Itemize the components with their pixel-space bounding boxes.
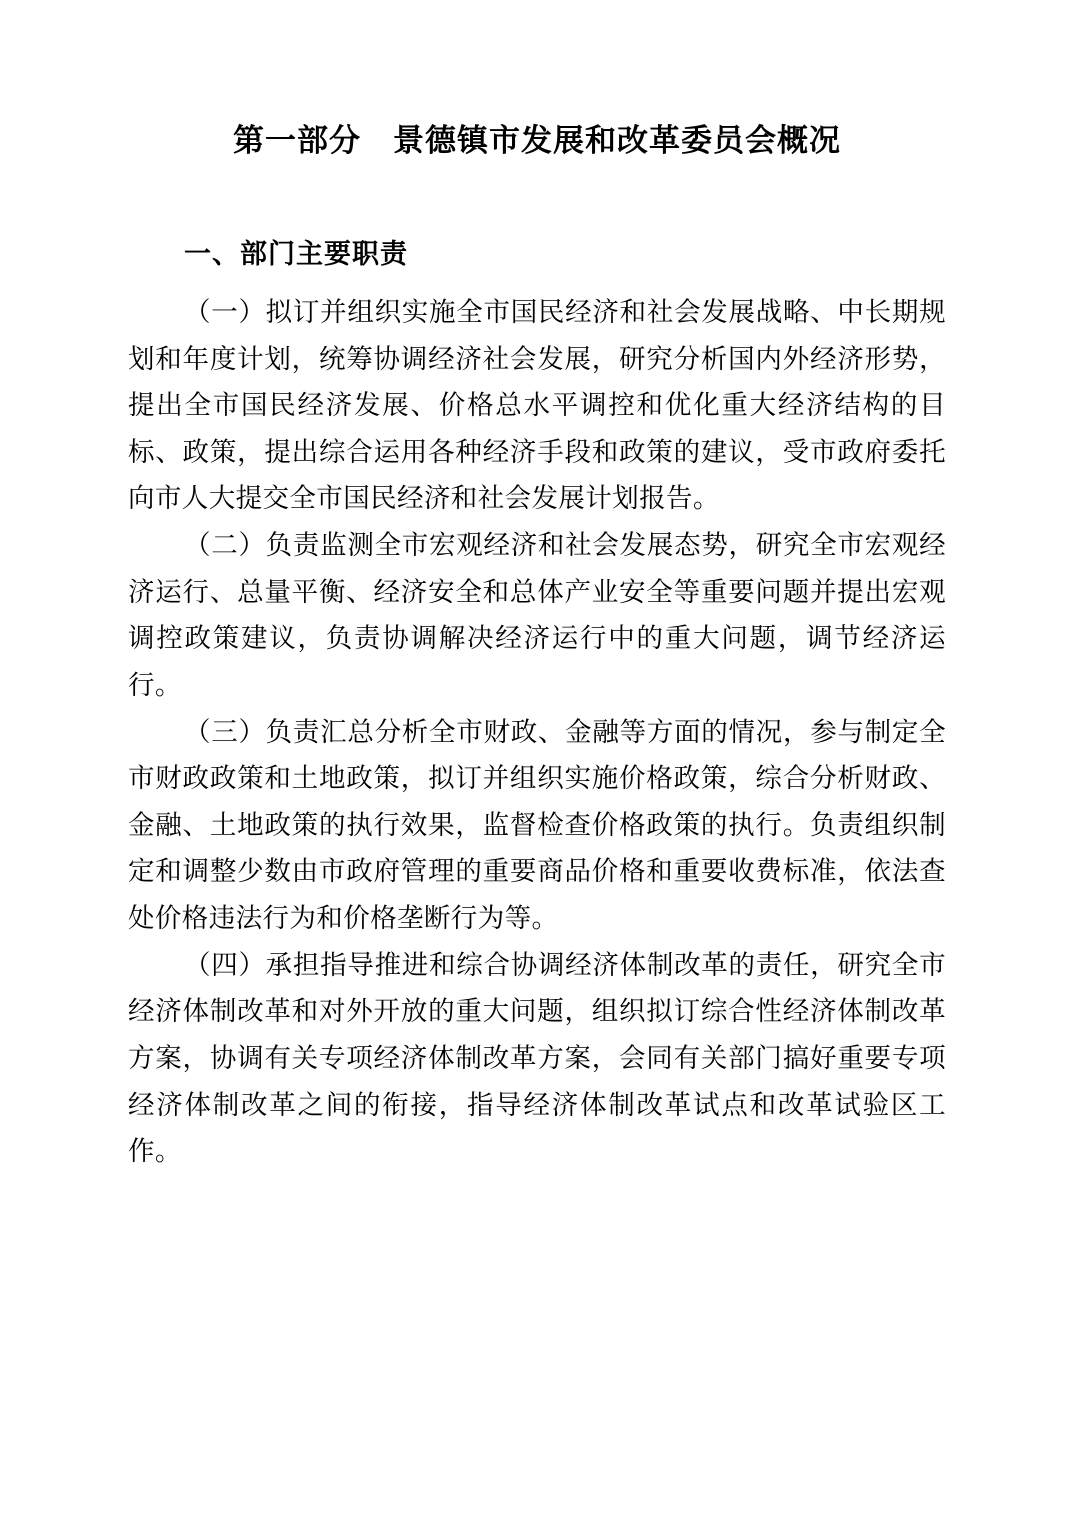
paragraph-item-1: （一）拟订并组织实施全市国民经济和社会发展战略、中长期规划和年度计划，统筹协调经济社会发展，研究分析国内外经济形势，提出全市国民经济发展、价格总水平调控和优化重大经济结构的目标、政策，提出综合运用各种经济手段和政策的建议，受市政府委托向市人大提交全市国民经济和社会发展计划报告。 (128, 296, 946, 515)
paragraph-item-3: （三）负责汇总分析全市财政、金融等方面的情况，参与制定全市财政政策和土地政策，拟订并组织实施价格政策，综合分析财政、金融、土地政策的执行效果，监督检查价格政策的执行。负责组织制定和调整少数由市政府管理的重要商品价格和重要收费标准，依法查处价格违法行为和价格垄断行为等。 (128, 716, 946, 935)
section-heading-duties: 一、部门主要职责 (184, 239, 408, 271)
paragraph-item-4: （四）承担指导推进和综合协调经济体制改革的责任，研究全市经济体制改革和对外开放的重大问题，组织拟订综合性经济体制改革方案，协调有关专项经济体制改革方案，会同有关部门搞好重要专项经济体制改革之间的衔接，指导经济体制改革试点和改革试验区工作。 (128, 949, 946, 1168)
page-title: 第一部分 景德镇市发展和改革委员会概况 (233, 123, 841, 159)
paragraph-item-2: （二）负责监测全市宏观经济和社会发展态势，研究全市宏观经济运行、总量平衡、经济安全和总体产业安全等重要问题并提出宏观调控政策建议，负责协调解决经济运行中的重大问题，调节经济运行。 (128, 530, 946, 701)
